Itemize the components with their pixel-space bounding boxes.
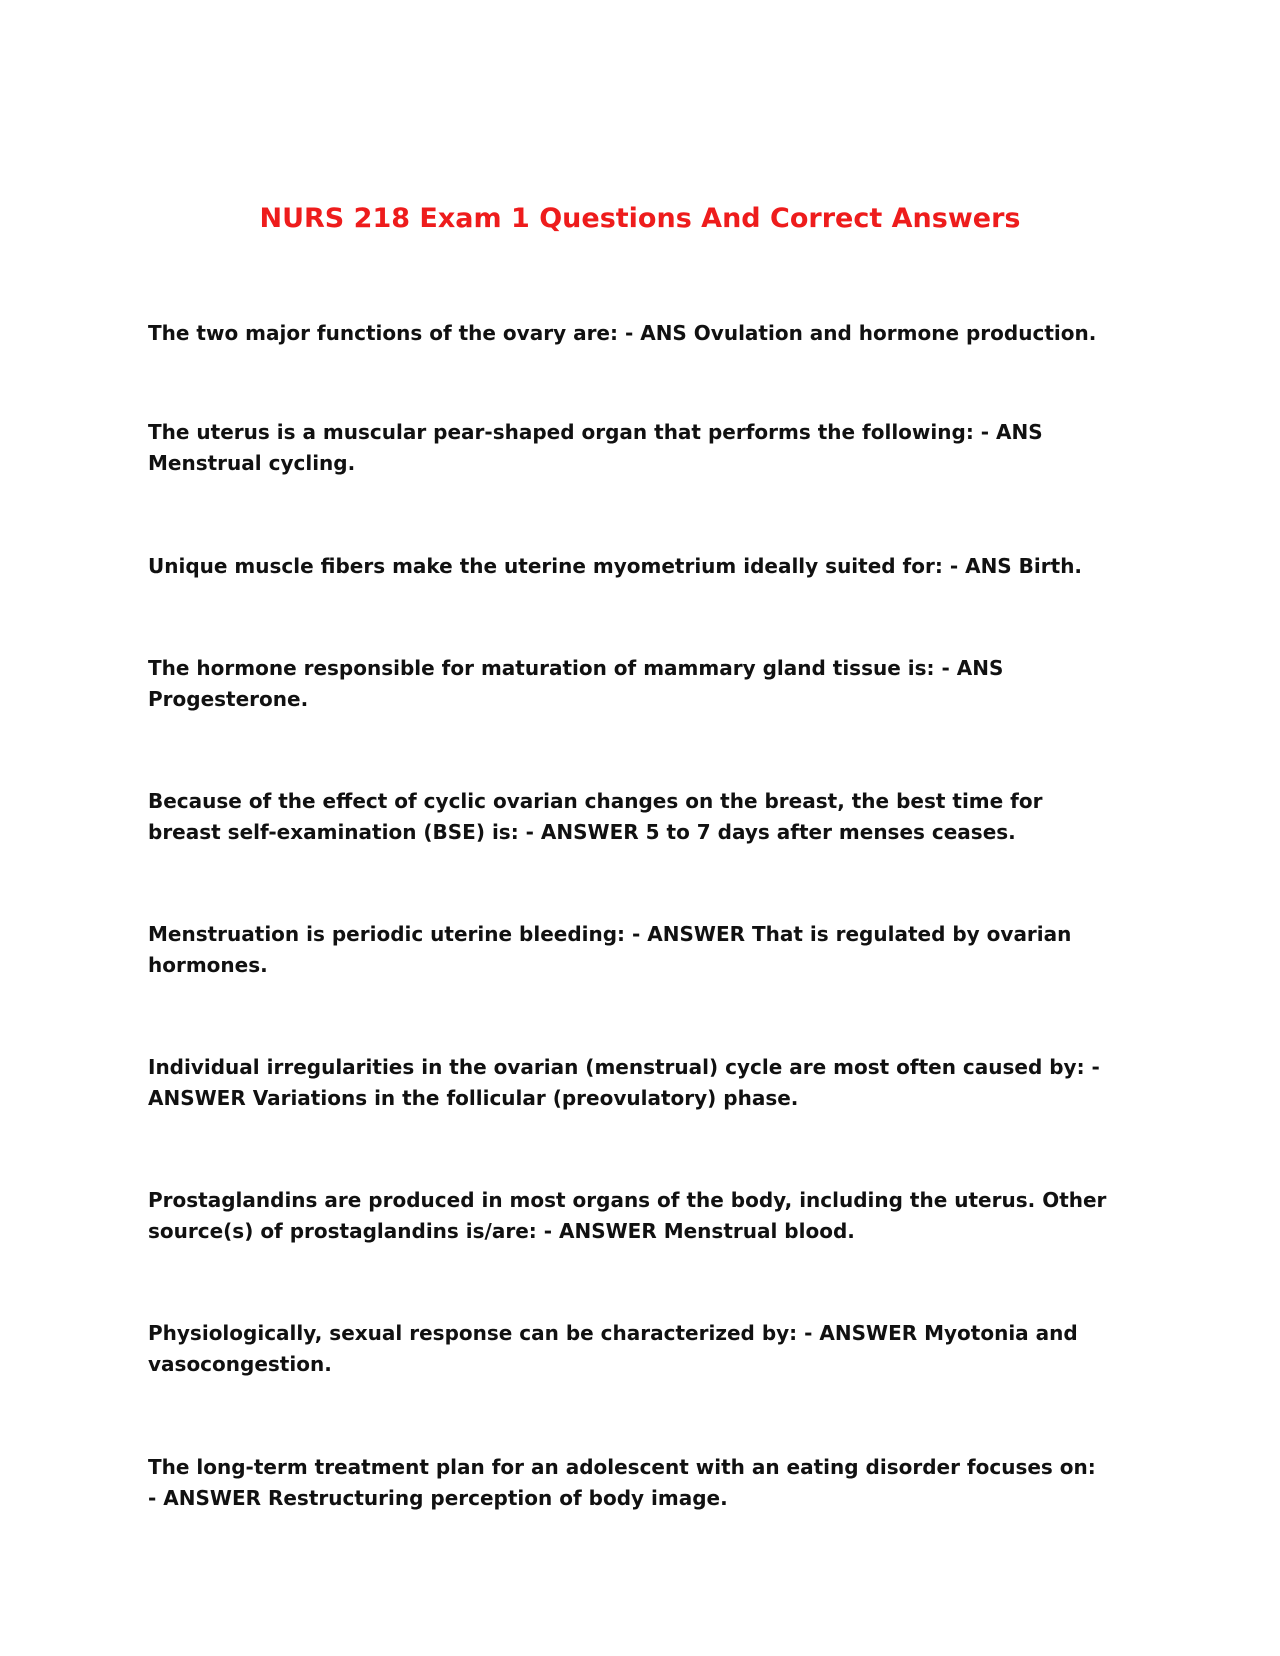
qa-item-6: Menstruation is periodic uterine bleeding: - ANSWER That is regulated by ovarian hormones. [148,922,1072,977]
qa-item-8: Prostaglandins are produced in most organs of the body, including the uterus. Other source(s) of prostaglandins is/are: - ANSWER Menstrual blood. [148,1188,1107,1243]
qa-item-5: Because of the effect of cyclic ovarian changes on the breast, the best time for breast self-examination (BSE) is: - ANSWER 5 to 7 days after menses ceases. [148,789,1043,844]
qa-item-4: The hormone responsible for maturation of mammary gland tissue is: - ANS Progesterone. [148,656,1004,711]
qa-item-3: Unique muscle fibers make the uterine myometrium ideally suited for: - ANS Birth. [148,554,1083,578]
qa-item-9: Physiologically, sexual response can be characterized by: - ANSWER Myotonia and vasocongestion. [148,1321,1078,1376]
page-title: NURS 218 Exam 1 Questions And Correct Answers [259,203,1021,234]
qa-item-10: The long-term treatment plan for an adolescent with an eating disorder focuses on: - ANSWER Restructuring perception of body image. [148,1455,1096,1510]
qa-item-7: Individual irregularities in the ovarian (menstrual) cycle are most often caused by: - ANSWER Variations in the follicular (preovulatory) phase. [148,1055,1100,1110]
qa-item-2: The uterus is a muscular pear-shaped organ that performs the following: - ANS Menstrual cycling. [148,420,1043,475]
qa-item-1: The two major functions of the ovary are: - ANS Ovulation and hormone production. [148,321,1097,345]
